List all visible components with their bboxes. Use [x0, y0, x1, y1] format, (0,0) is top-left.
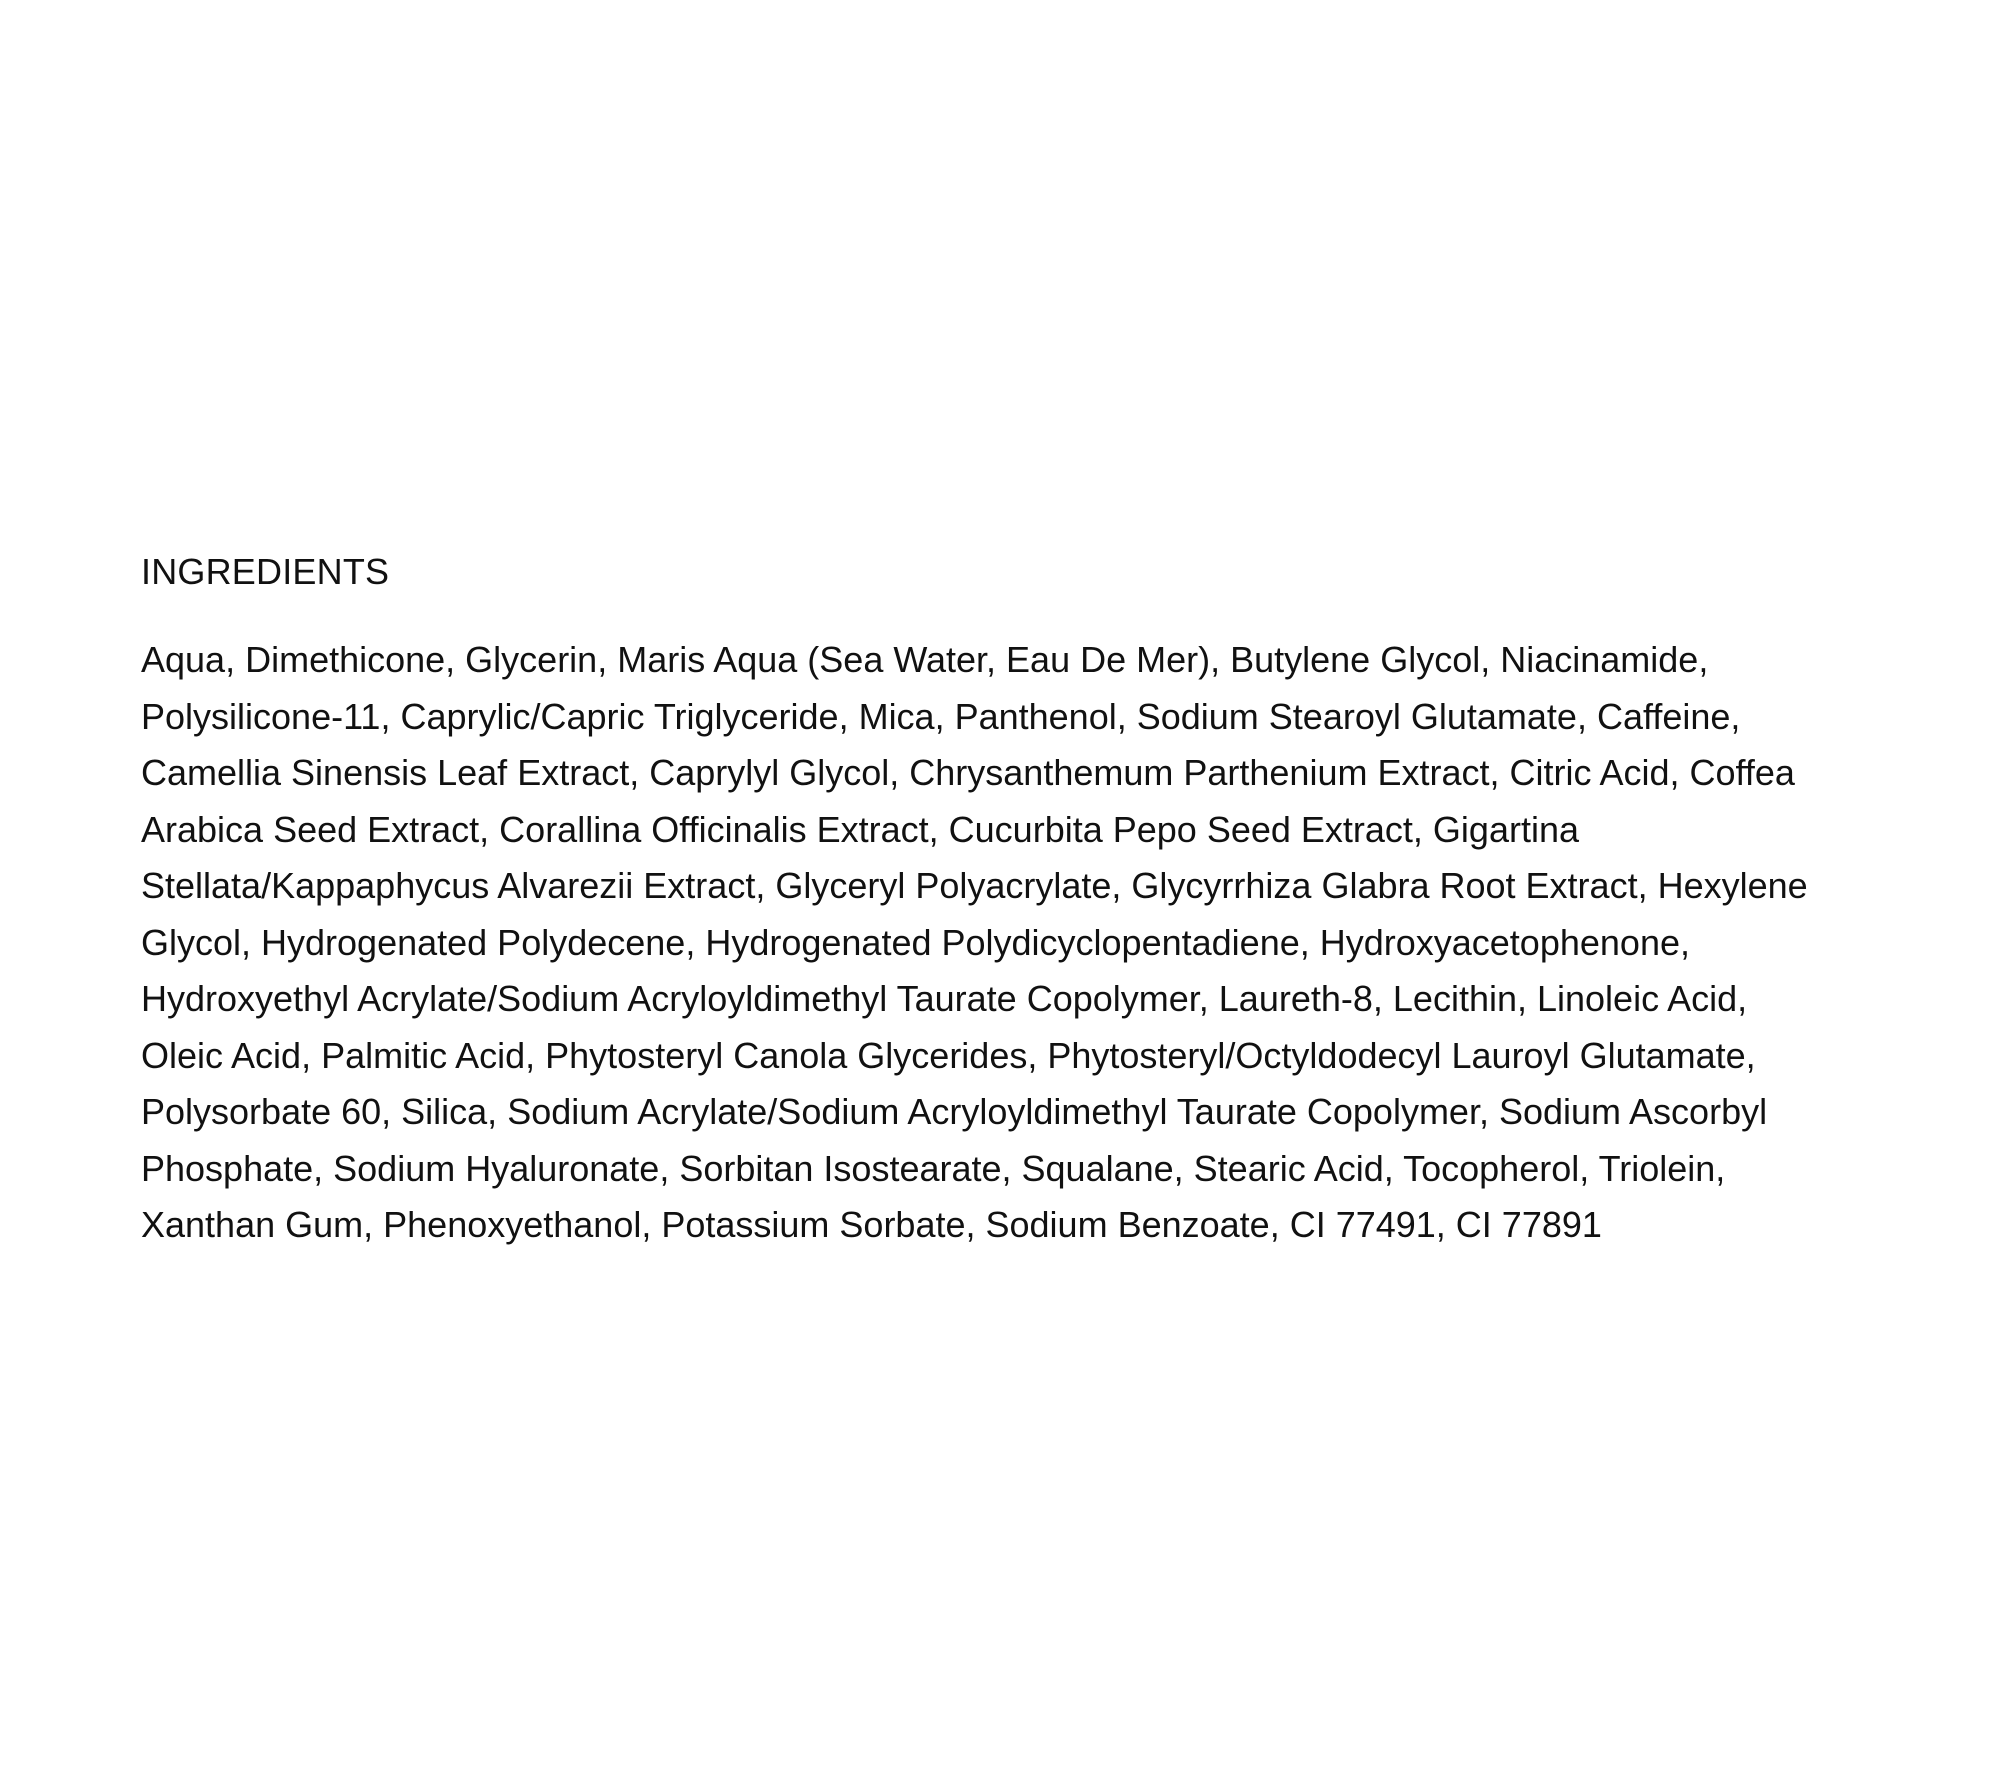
ingredients-line: Arabica Seed Extract, Corallina Officinalis Extract, Cucurbita Pepo Seed Extract, Gigartina [141, 808, 1579, 850]
ingredients-line: Camellia Sinensis Leaf Extract, Caprylyl Glycol, Chrysanthemum Parthenium Extract, Citric Acid, Coffea [141, 752, 1795, 793]
ingredients-line: Phosphate, Sodium Hyaluronate, Sorbitan Isostearate, Squalane, Stearic Acid, Tocopherol, Triolein, [141, 1147, 1726, 1189]
ingredients-line: Polysilicone-11, Caprylic/Capric Triglyceride, Mica, Panthenol, Sodium Stearoyl Glutamate, Caffeine, [141, 695, 1741, 737]
ingredients-line: Xanthan Gum, Phenoxyethanol, Potassium Sorbate, Sodium Benzoate, CI 77491, CI 77891 [141, 1204, 1602, 1245]
ingredients-document [141, 548, 1971, 1254]
ingredients-line: Oleic Acid, Palmitic Acid, Phytosteryl Canola Glycerides, Phytosteryl/Octyldodecyl Lauroyl Glutamate, [141, 1034, 1756, 1076]
ingredients-line: Aqua, Dimethicone, Glycerin, Maris Aqua (Sea Water, Eau De Mer), Butylene Glycol, Niacinamide, [141, 639, 1709, 680]
ingredients-list [141, 632, 1971, 1254]
ingredients-line: Glycol, Hydrogenated Polydecene, Hydrogenated Polydicyclopentadiene, Hydroxyacetophenone, [141, 921, 1690, 963]
ingredients-line: Stellata/Kappaphycus Alvarezii Extract, Glyceryl Polyacrylate, Glycyrrhiza Glabra Root Extract, Hexylene [141, 865, 1808, 906]
ingredients-heading: INGREDIENTS [141, 551, 390, 592]
ingredients-line: Hydroxyethyl Acrylate/Sodium Acryloyldimethyl Taurate Copolymer, Laureth-8, Lecithin, Linoleic Acid, [141, 978, 1748, 1019]
ingredients-line: Polysorbate 60, Silica, Sodium Acrylate/Sodium Acryloyldimethyl Taurate Copolymer, Sodium Ascorbyl [141, 1091, 1768, 1132]
